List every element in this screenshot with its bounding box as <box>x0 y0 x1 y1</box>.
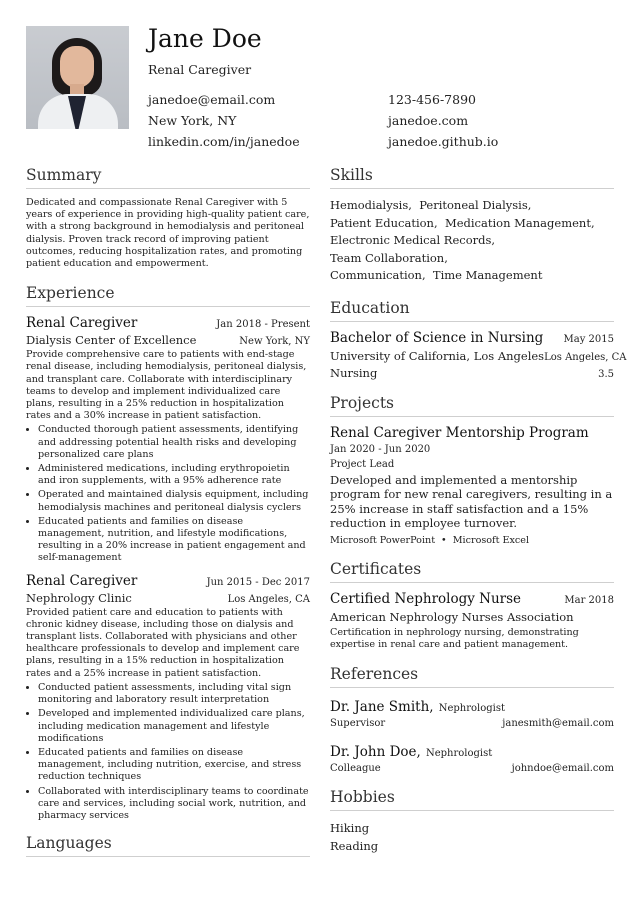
education-date: May 2015 <box>563 333 614 345</box>
education-degree: Bachelor of Science in Nursing <box>330 329 544 346</box>
candidate-role: Renal Caregiver <box>148 62 252 77</box>
certificate-description: Certification in nephrology nursing, demonstrating expertise in renal care and patient management. <box>330 626 579 650</box>
candidate-name: Jane Doe <box>148 24 262 53</box>
job-bullet: • Developed and implemented individualized care plans, including medication management and lifestyle modifications <box>38 708 310 745</box>
project-description: Developed and implemented a mentorship program for new renal caregivers, resulting in a 25% increase in staff satisfaction and a 15% reduction in employee turnover. <box>330 472 613 530</box>
skill-item: Medication Management, <box>444 215 595 230</box>
job-bullet: • Conducted thorough patient assessments, identifying and addressing potential health risks and developing personalized care plans <box>38 424 310 461</box>
reference-relation: Colleague <box>330 762 381 774</box>
job-bullet: • Collaborated with interdisciplinary teams to coordinate care and services, including social work, nutrition, and pharmacy services <box>38 786 310 823</box>
projects-heading: Projects <box>330 394 614 417</box>
contact-phone[interactable]: 123-456-7890 <box>388 92 476 107</box>
hobbies-section <box>330 788 614 855</box>
summary-heading: Summary <box>26 166 310 189</box>
project-date: Jan 2020 - Jun 2020 <box>330 443 431 455</box>
contact-location: New York, NY <box>148 113 237 128</box>
skill-item: Patient Education, <box>330 215 438 230</box>
experience-entry <box>26 315 310 564</box>
reference-name: Dr. John Doe, <box>330 743 421 760</box>
hobby-item: Hiking <box>330 820 370 835</box>
job-date: Jan 2018 - Present <box>216 319 310 331</box>
skill-item: Hemodialysis, <box>330 198 412 212</box>
skills-list <box>330 197 614 285</box>
reference-title: Nephrologist <box>425 747 493 759</box>
summary-section <box>26 166 310 270</box>
certificates-heading: Certificates <box>330 560 614 583</box>
hobbies-heading: Hobbies <box>330 788 614 811</box>
skills-section <box>330 166 614 285</box>
skill-item: Electronic Medical Records, <box>330 233 496 247</box>
project-tool: Microsoft Excel <box>452 534 530 546</box>
experience-section <box>26 284 310 822</box>
job-bullet: • Conducted patient assessments, including vital sign monitoring and laboratory result interpretation <box>38 682 310 706</box>
education-gpa: 3.5 <box>598 368 614 380</box>
left-column <box>26 166 310 865</box>
contact-github[interactable]: janedoe.github.io <box>388 134 499 149</box>
contact-website[interactable]: janedoe.com <box>388 113 469 128</box>
reference-email[interactable]: johndoe@email.com <box>511 762 614 774</box>
project-name: Renal Caregiver Mentorship Program <box>330 424 589 441</box>
experience-heading: Experience <box>26 284 310 307</box>
reference-entry <box>330 696 614 729</box>
contact-email[interactable]: janedoe@email.com <box>148 92 276 107</box>
certificate-name: Certified Nephrology Nurse <box>330 590 522 607</box>
job-company: Dialysis Center of Excellence <box>26 333 197 348</box>
job-description: Provide comprehensive care to patients with end-stage renal disease, including hemodialysis, peritoneal dialysis, and transplant care. Collaborate with interdisciplinary teams to develop and implement individualized care plans, resulting in a 25% reduction in hospitalization rates and a 30% increase in patient satisfaction. <box>26 349 307 422</box>
references-section <box>330 665 614 774</box>
reference-entry <box>330 741 614 774</box>
education-section <box>330 298 627 380</box>
job-date: Jun 2015 - Dec 2017 <box>206 576 310 588</box>
right-column <box>330 166 627 855</box>
skill-item: Communication, <box>330 268 426 282</box>
job-location: New York, NY <box>239 336 310 348</box>
contact-linkedin[interactable]: linkedin.com/in/janedoe <box>148 134 300 149</box>
skill-item: Team Collaboration, <box>330 250 448 265</box>
job-bullet: • Administered medications, including erythropoietin and iron supplements, with a 95% adherence rate <box>38 463 310 487</box>
skill-item: Peritoneal Dialysis, <box>419 198 532 212</box>
certificates-section <box>330 560 614 651</box>
job-bullet: • Educated patients and families on disease management, nutrition, and lifestyle modifications, resulting in a 20% increase in patient engagement and self-management <box>38 516 310 565</box>
tool-separator: • <box>441 534 447 546</box>
certificate-issuer: American Nephrology Nurses Association <box>330 609 574 624</box>
job-title: Renal Caregiver <box>26 572 138 589</box>
project-role: Project Lead <box>330 458 395 470</box>
projects-section <box>330 394 614 546</box>
experience-entry <box>26 573 310 822</box>
skills-heading: Skills <box>330 166 614 189</box>
education-heading: Education <box>330 299 614 322</box>
job-title: Renal Caregiver <box>26 315 138 332</box>
job-company: Nephrology Clinic <box>26 590 132 605</box>
hobby-item: Reading <box>330 838 379 853</box>
profile-photo <box>26 26 129 129</box>
references-heading: References <box>330 665 614 688</box>
languages-heading: Languages <box>26 834 310 857</box>
project-tool: Microsoft PowerPoint <box>330 534 436 546</box>
reference-name: Dr. Jane Smith, <box>330 698 434 715</box>
skill-item: Time Management <box>432 268 543 282</box>
education-location: Los Angeles, CA <box>544 351 627 363</box>
reference-relation: Supervisor <box>330 717 386 729</box>
summary-text: Dedicated and compassionate Renal Caregiver with 5 years of experience in providing high-quality patient care, with a strong background in hemodialysis and peritoneal dialysis. Proven track record of improving patient outcomes, reducing hospitalization rates, and promoting patient education and empowerment. <box>26 197 310 270</box>
job-bullets <box>26 682 310 822</box>
reference-title: Nephrologist <box>438 702 505 714</box>
job-bullets <box>26 424 310 564</box>
job-bullet: • Operated and maintained dialysis equipment, including hemodialysis machines and peritoneal dialysis cyclers <box>38 489 310 513</box>
education-school: University of California, Los Angeles <box>330 348 545 363</box>
project-tools <box>330 535 614 546</box>
job-bullet: • Educated patients and families on disease management, including nutrition, exercise, and stress reduction techniques <box>38 747 310 784</box>
education-field: Nursing <box>330 365 378 380</box>
job-description: Provided patient care and education to patients with chronic kidney disease, including those on dialysis and transplant lists. Collaborated with physicians and other healthcare professionals to develop and implement care plans, resulting in a 15% reduction in hospitalization rates and a 25% increase in patient satisfaction. <box>26 606 300 679</box>
job-location: Los Angeles, CA <box>227 593 310 605</box>
reference-email[interactable]: janesmith@email.com <box>502 717 614 729</box>
certificate-date: Mar 2018 <box>564 594 614 606</box>
languages-section <box>26 834 310 857</box>
